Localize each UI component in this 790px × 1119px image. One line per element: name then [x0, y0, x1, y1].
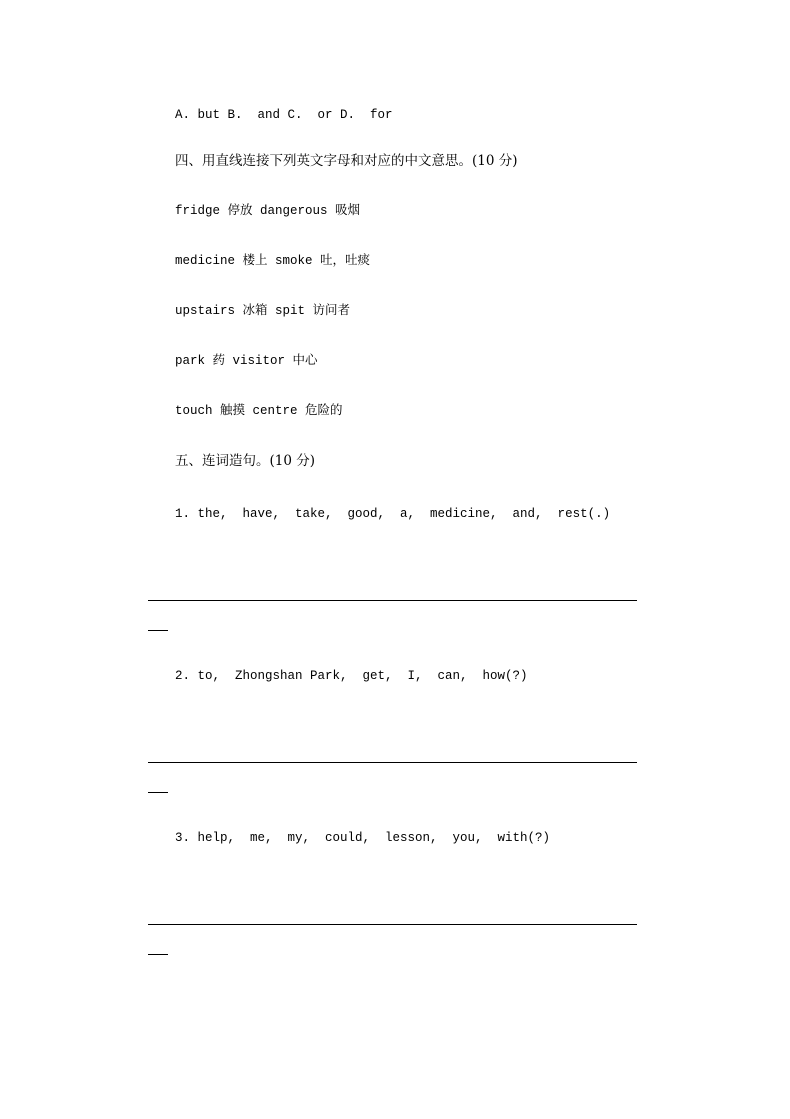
answer-line-tail	[148, 954, 168, 955]
question-2: 2. to, Zhongshan Park, get, I, can, how(?)	[175, 669, 528, 683]
section-4-heading: 四、用直线连接下列英文字母和对应的中文意思。(10 分)	[175, 153, 518, 169]
match-row: upstairs 冰箱 spit 访问者	[175, 304, 351, 318]
match-row: touch 触摸 centre 危险的	[175, 404, 343, 418]
question-3: 3. help, me, my, could, lesson, you, with(?)	[175, 831, 551, 845]
question-1: 1. the, have, take, good, a, medicine, and, rest(.)	[175, 507, 611, 521]
match-row: fridge 停放 dangerous 吸烟	[175, 204, 361, 218]
match-row: park 药 visitor 中心	[175, 354, 318, 368]
match-row: medicine 楼上 smoke 吐，吐痰	[175, 254, 371, 268]
section-5-heading: 五、连词造句。(10 分)	[175, 453, 316, 469]
answer-line	[148, 924, 637, 925]
answer-line-tail	[148, 630, 168, 631]
answer-line	[148, 600, 637, 601]
answer-line	[148, 762, 637, 763]
answer-line-tail	[148, 792, 168, 793]
options-line: A. but B. and C. or D. for	[175, 108, 393, 122]
